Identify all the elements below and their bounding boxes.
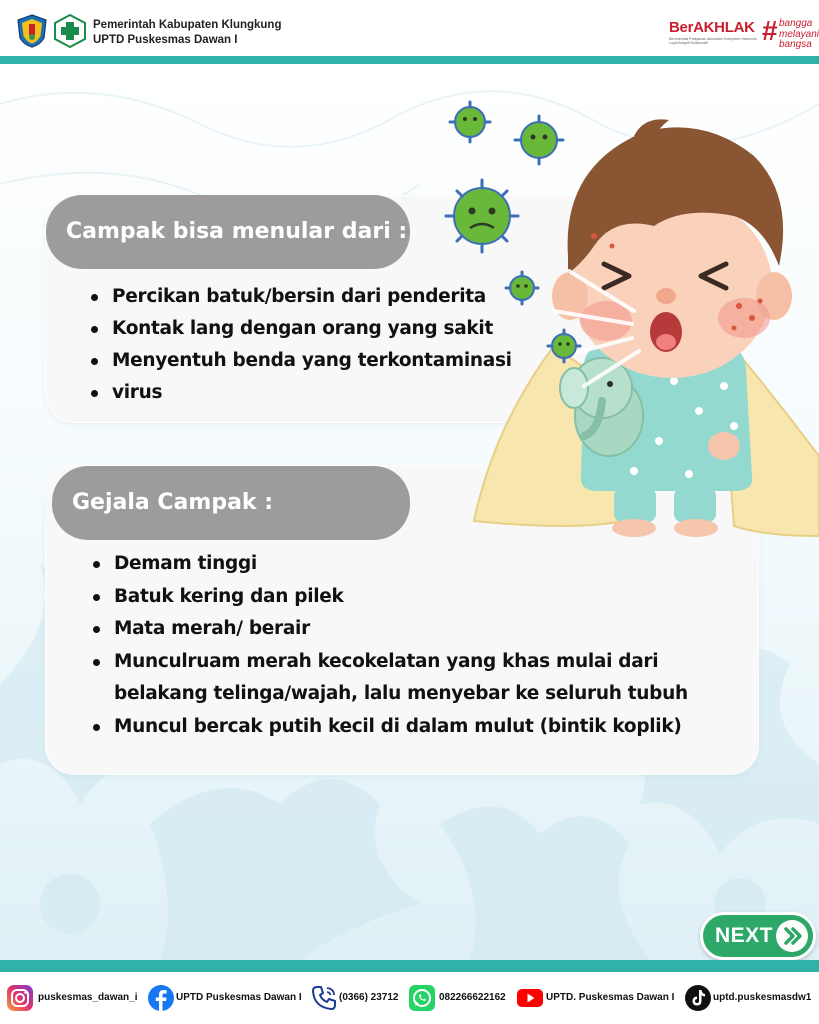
berakhlak-logo: BerAKHLAK (669, 19, 755, 36)
youtube-contact[interactable] (516, 984, 682, 1012)
next-button-label: NEXT (715, 924, 774, 947)
puskesmas-logo-icon (54, 14, 86, 48)
whatsapp-icon (408, 984, 436, 1012)
instagram-icon (6, 984, 34, 1012)
facebook-icon (147, 984, 175, 1012)
symptoms-list (90, 548, 750, 743)
bangga-line: bangsa (779, 39, 812, 50)
tiktok-contact[interactable] (684, 984, 819, 1012)
phone-number: (0366) 23712 (339, 992, 399, 1003)
tiktok-handle: uptd.puskesmasdw1 (713, 992, 812, 1003)
list-item: Munculruam merah kecokelatan yang khas mulai dari belakang telinga/wajah, lalu menyebar ke seluruh tubuh (90, 646, 750, 711)
footer (0, 972, 819, 1024)
header (0, 0, 819, 56)
facebook-contact[interactable] (147, 984, 307, 1012)
phone-contact[interactable] (310, 984, 410, 1012)
symptoms-title: Gejala Campak : (52, 466, 410, 540)
bangga-line: bangga (779, 18, 813, 29)
list-item: Kontak lang dengan orang yang sakit (88, 313, 588, 345)
header-divider (0, 56, 819, 64)
sick-child-sneezing-illustration (434, 96, 819, 542)
virus-icon (446, 102, 580, 362)
facebook-page: UPTD Puskesmas Dawan I (176, 992, 302, 1003)
list-item: Mata merah/ berair (90, 613, 750, 646)
list-item: Percikan batuk/bersin dari penderita (88, 281, 588, 313)
bangga-melayani-hash: # (762, 15, 778, 46)
whatsapp-contact[interactable] (408, 984, 516, 1012)
list-item: Muncul bercak putih kecil di dalam mulut (bintik koplik) (90, 711, 750, 744)
instagram-contact[interactable] (6, 984, 146, 1012)
whatsapp-number: 082266622162 (439, 992, 506, 1003)
klungkung-regency-logo-icon (16, 14, 48, 48)
government-name: Pemerintah Kabupaten Klungkung (93, 19, 282, 31)
youtube-icon (516, 984, 544, 1012)
list-item: virus (88, 377, 588, 409)
phone-icon (310, 984, 338, 1012)
chevron-double-right-icon (776, 920, 808, 952)
list-item: Batuk kering dan pilek (90, 581, 750, 614)
instagram-handle: puskesmas_dawan_i (38, 992, 138, 1003)
tiktok-icon (684, 984, 712, 1012)
bangga-melayani-logo (779, 19, 819, 51)
footer-divider (0, 960, 819, 972)
list-item: Demam tinggi (90, 548, 750, 581)
transmission-title: Campak bisa menular dari : (46, 195, 410, 269)
youtube-channel: UPTD. Puskesmas Dawan I (546, 992, 675, 1003)
list-item: Menyentuh benda yang terkontaminasi (88, 345, 588, 377)
berakhlak-tagline: Berorientasi Pelayanan Akuntabel Kompeten Harmonis Loyal Adaptif Kolaboratif (669, 37, 757, 46)
puskesmas-name: UPTD Puskesmas Dawan I (93, 34, 238, 46)
bangga-line: melayani (779, 28, 819, 40)
next-button[interactable] (700, 912, 816, 960)
